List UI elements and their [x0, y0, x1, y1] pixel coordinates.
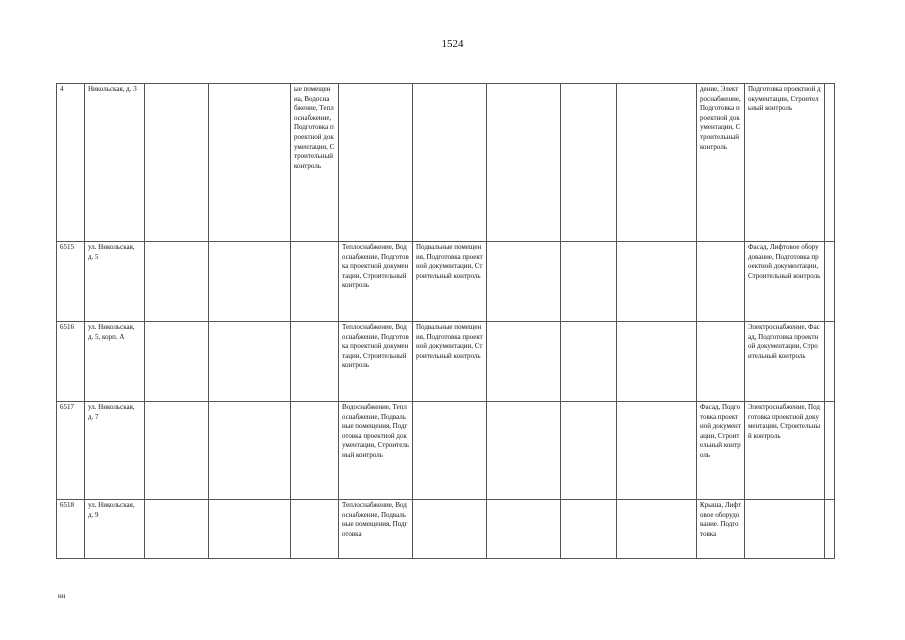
table-cell: [487, 402, 561, 500]
table-cell: [617, 500, 697, 559]
table-cell: [617, 84, 697, 242]
table-cell: [145, 322, 209, 402]
table-cell: [561, 84, 617, 242]
works-cell: Электроснабжение, Фасад, Подготовка проектной документации, Строительный контроль: [745, 322, 825, 402]
works-cell: Крыша, Лифтовое оборудование. Подготовка: [697, 500, 745, 559]
table-row: [57, 84, 835, 242]
page-number: 1524: [441, 38, 464, 50]
works-cell: Фасад, Подготовка проектной документации, Строительный контроль: [697, 402, 745, 500]
address-cell: ул. Никольская, д. 7: [85, 402, 145, 500]
table-cell: [145, 84, 209, 242]
works-cell: [697, 242, 745, 322]
works-cell: Теплоснабжение, Водоснабжение, Подготовка проектной документации, Строительный контроль: [339, 322, 413, 402]
works-cell: Подвальные помещения, Подготовка проектной документации, Строительный контроль: [413, 322, 487, 402]
table-row: [57, 242, 835, 322]
row-number-cell: 6515: [57, 242, 85, 322]
table-row: [57, 322, 835, 402]
table-cell: [561, 402, 617, 500]
works-cell: Водоснабжение, Теплоснабжение, Подвальные помещения, Подготовка проектной документации, Строительный контроль: [339, 402, 413, 500]
address-cell: ул. Никольская, д. 5: [85, 242, 145, 322]
table-cell: [825, 500, 835, 559]
table-cell: [487, 242, 561, 322]
works-cell: [745, 500, 825, 559]
works-cell: [291, 242, 339, 322]
table-cell: [825, 84, 835, 242]
works-cell: Теплоснабжение, Водоснабжение, Подготовка проектной документации, Строительный контроль: [339, 242, 413, 322]
works-cell: [339, 84, 413, 242]
footer-mark: нн: [58, 592, 66, 600]
works-cell: дение, Электроснабжение, Подготовка проектной документации, Строительный контроль: [697, 84, 745, 242]
table-cell: [209, 402, 291, 500]
table-cell: [209, 322, 291, 402]
works-cell: Теплоснабжение, Водоснабжение, Подвальные помещения, Подготовка: [339, 500, 413, 559]
address-cell: ул. Никольская, д. 9: [85, 500, 145, 559]
table-cell: [825, 242, 835, 322]
table-cell: [209, 500, 291, 559]
table-cell: [825, 322, 835, 402]
table-cell: [209, 84, 291, 242]
table-cell: [561, 242, 617, 322]
table-cell: [561, 500, 617, 559]
table-cell: [145, 500, 209, 559]
works-cell: [291, 322, 339, 402]
works-cell: Электроснабжение, Подготовка проектной документации, Строительный контроль: [745, 402, 825, 500]
table-cell: [617, 402, 697, 500]
work-schedule-table: [56, 83, 835, 559]
row-number-cell: 6516: [57, 322, 85, 402]
works-cell: [697, 322, 745, 402]
works-cell: Фасад, Лифтовое оборудование, Подготовка проектной документации, Строительный контроль: [745, 242, 825, 322]
table-cell: [617, 242, 697, 322]
table-row: [57, 500, 835, 559]
works-cell: [291, 500, 339, 559]
row-number-cell: 6518: [57, 500, 85, 559]
works-cell: [413, 84, 487, 242]
address-cell: ул. Никольская, д. 5, корп. А: [85, 322, 145, 402]
row-number-cell: 6517: [57, 402, 85, 500]
table-row: [57, 402, 835, 500]
table-cell: [209, 242, 291, 322]
works-cell: ые помещениa, Водоснабжение, Теплоснабжение, Подготовка проектной документации, Строительный контроль: [291, 84, 339, 242]
works-cell: Подвальные помещения, Подготовка проектной документации, Строительный контроль: [413, 242, 487, 322]
table-cell: [617, 322, 697, 402]
table-cell: [487, 84, 561, 242]
row-number-cell: 4: [57, 84, 85, 242]
table-cell: [145, 242, 209, 322]
table-cell: [145, 402, 209, 500]
table-cell: [487, 500, 561, 559]
table-cell: [487, 322, 561, 402]
works-cell: [413, 500, 487, 559]
table-cell: [825, 402, 835, 500]
table-cell: [561, 322, 617, 402]
works-cell: Подготовка проектной документации, Строительный контроль: [745, 84, 825, 242]
works-cell: [413, 402, 487, 500]
address-cell: Никольская, д. 3: [85, 84, 145, 242]
works-cell: [291, 402, 339, 500]
